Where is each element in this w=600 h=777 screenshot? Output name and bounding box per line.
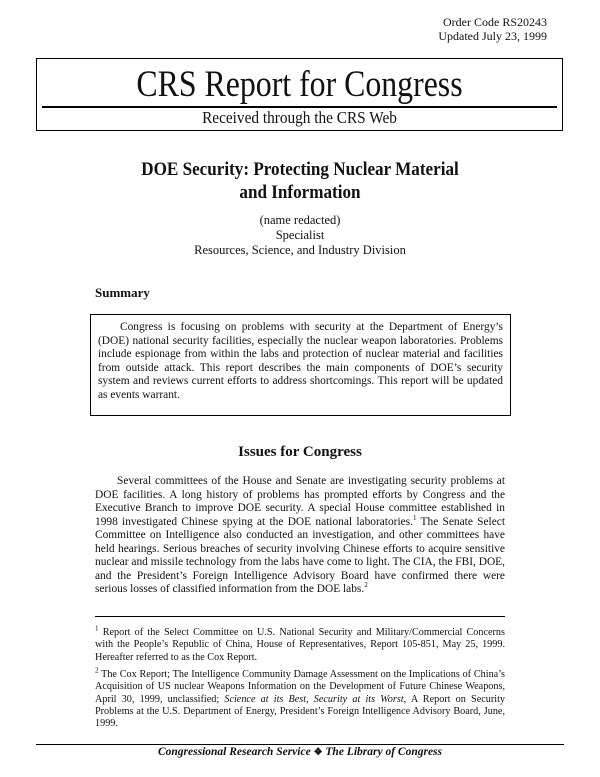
- document-title: [111, 158, 489, 204]
- footnote-2-italic-title: Science at its Best, Security at its Worst,: [224, 693, 407, 705]
- footnote-ref-2[interactable]: 2: [364, 581, 368, 590]
- summary-paragraph: [98, 321, 503, 402]
- footnote-2: [95, 666, 505, 730]
- footnote-1: [95, 624, 505, 664]
- author-name: (name redacted): [259, 213, 341, 227]
- page-footer: [36, 746, 564, 758]
- document-title-line2: and Information: [239, 182, 361, 203]
- report-header-subtitle: Received through the CRS Web: [202, 108, 397, 127]
- author-block: [90, 213, 510, 258]
- summary-heading: Summary: [95, 285, 150, 300]
- footer-divider: [36, 744, 564, 745]
- document-title-line1: DOE Security: Protecting Nuclear Material: [141, 159, 459, 180]
- issues-heading: Issues for Congress: [238, 444, 362, 460]
- order-info: [438, 15, 547, 43]
- order-code: Order Code RS20243: [443, 15, 547, 29]
- footnote-1-number: 1: [95, 624, 99, 633]
- author-role: Specialist: [275, 228, 325, 242]
- footnote-divider: [95, 616, 505, 617]
- summary-box: [90, 314, 511, 416]
- report-header-title: CRS Report for Congress: [136, 64, 463, 105]
- footer-loc: The Library of Congress: [325, 746, 443, 758]
- author-division: Resources, Science, and Industry Division: [194, 243, 406, 257]
- issues-text-part1: Several committees of the House and Senate are investigating security problems at DOE facilities. A long history of problems has prompted efforts by Congress and the Executive Branch to improve DOE security. A special House committee established in 1998 investigated Chinese spying at the DOE national laboratories.: [95, 475, 505, 528]
- footnote-2-number: 2: [95, 666, 99, 675]
- issues-section: [95, 475, 505, 597]
- report-header-box: [36, 58, 563, 131]
- footnote-2-text-part1: The Cox Report; The Intelligence Community Damage Assessment on the Implications of China’s Acquisition of US nuclear Weapons Information on the Development of Future Chinese Weapons, April 30, 1999, unclassified;: [95, 669, 505, 705]
- footnote-ref-1[interactable]: 1: [412, 513, 417, 522]
- diamond-separator-icon: ❖: [313, 747, 323, 758]
- footnote-1-text: Report of the Select Committee on U.S. National Security and Military/Commercial Concerns with the People’s Republic of China, House of Representatives, Report 105-851, May 25, 1999. Hereafter referred to as the Cox Report.: [95, 627, 505, 663]
- issues-text-part2: The Senate Select Committee on Intelligence also conducted an investigation, and other committees have held hearings. Serious breaches of security involving Chinese efforts to acquire sensitive nuclear and missile technology from the labs have come to light. The CIA, the FBI, DOE, and the President’s Foreign Intelligence Advisory Board have confirmed there were serious losses of classified information from the DOE labs.: [95, 515, 505, 595]
- summary-text: Congress is focusing on problems with security at the Department of Energy’s (DOE) national security facilities, especially the nuclear weapon laboratories. Problems include espionage from within the labs and protection of nuclear material and facilities from outside attack. This report describes the main components of DOE’s security system and reviews current efforts to address shortcomings. This report will be updated as events warrant.: [98, 321, 503, 401]
- updated-date: Updated July 23, 1999: [438, 29, 547, 43]
- footer-crs: Congressional Research Service: [157, 746, 311, 758]
- footnote-2-text-part2: A Report on Security Problems at the U.S. Department of Energy, President’s Foreign Intelligence Advisory Board, June, 1999.: [95, 693, 505, 730]
- issues-paragraph: [95, 475, 505, 597]
